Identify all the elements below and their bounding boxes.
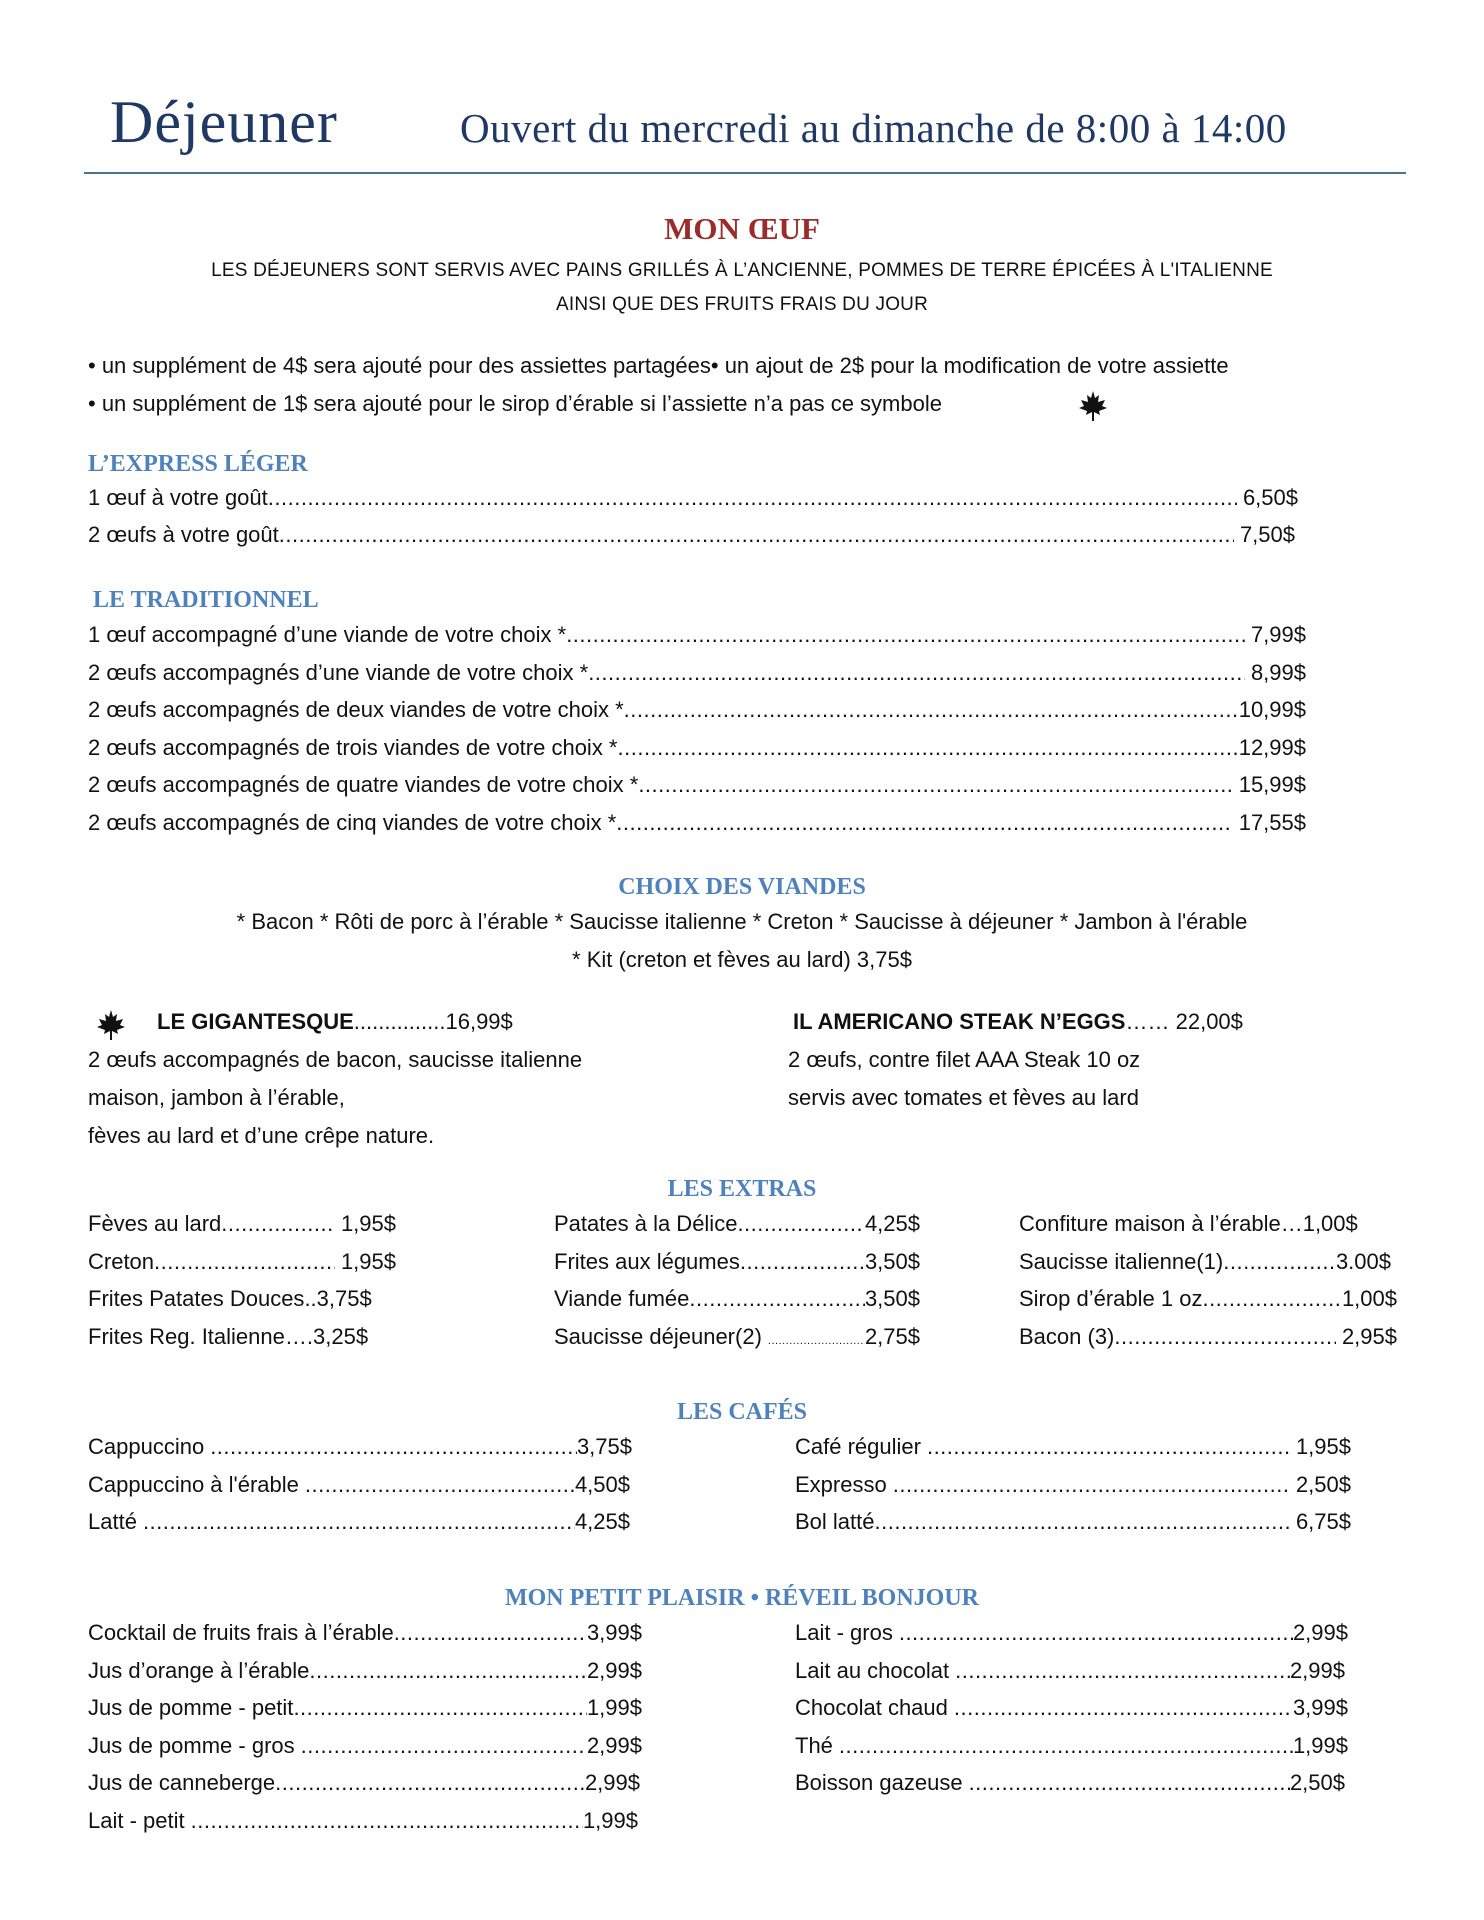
leader-dots — [955, 1660, 1290, 1682]
list-item — [88, 1436, 632, 1474]
leader-dots: .. — [304, 1286, 317, 1311]
special-name: LE GIGANTESQUE — [157, 1009, 354, 1034]
leader-dots — [954, 1697, 1293, 1719]
list-item — [554, 1248, 920, 1289]
leader-dots — [154, 1251, 335, 1273]
section-title-extras: LES EXTRAS — [667, 1176, 817, 1202]
section-title-mon-oeuf: MON ŒUF — [664, 211, 820, 246]
item-label: 1 œuf à votre goût — [88, 485, 268, 510]
extras-column-1 — [88, 1213, 396, 1363]
leader-dots: …. — [284, 1323, 313, 1349]
item-label: 2 œufs accompagnés de trois viandes de votre choix * — [88, 734, 618, 760]
item-label: Patates à la Délice — [554, 1211, 738, 1236]
section-title-express: L’EXPRESS LÉGER — [88, 451, 308, 477]
item-label: Cocktail de fruits frais à l’érable — [88, 1620, 394, 1645]
leader-dots — [762, 1336, 865, 1347]
item-label: Chocolat chaud — [795, 1695, 948, 1720]
list-item — [795, 1471, 1351, 1512]
list-item — [88, 699, 1306, 737]
item-price: 17,55$ — [1238, 809, 1306, 835]
item-label: Jus de canneberge — [88, 1770, 276, 1795]
item-price: 6,50$ — [1242, 485, 1298, 510]
item-price: 8,99$ — [1250, 659, 1306, 685]
list-item — [88, 734, 1306, 775]
item-price: 1,99$ — [582, 1807, 638, 1833]
list-item — [88, 1622, 642, 1660]
item-label: Fèves au lard — [88, 1211, 222, 1236]
section-title-plaisir: MON PETIT PLAISIR • RÉVEIL BONJOUR — [504, 1585, 980, 1611]
item-price: 2,99$ — [1292, 1620, 1348, 1645]
list-item — [1019, 1248, 1391, 1289]
list-item — [88, 774, 1306, 812]
item-label: Jus d’orange à l’érable — [88, 1657, 310, 1683]
list-item — [88, 1213, 396, 1251]
item-price: 3,50$ — [864, 1286, 920, 1311]
item-label: Cappuccino à l'érable — [88, 1471, 299, 1497]
leader-dots — [279, 524, 1234, 546]
item-price: 10,99$ — [1238, 697, 1306, 722]
list-item — [88, 1807, 638, 1848]
item-label: 2 œufs accompagnés de deux viandes de votre choix * — [88, 697, 624, 722]
header-divider — [84, 172, 1406, 174]
item-label: Bacon (3) — [1019, 1323, 1115, 1349]
list-item — [1019, 1213, 1389, 1251]
item-label: Lait - gros — [795, 1620, 893, 1645]
maple-leaf-icon — [96, 1009, 126, 1041]
leader-dots: … — [1280, 1211, 1303, 1236]
leader-dots — [899, 1622, 1293, 1644]
cafes-left-list — [88, 1436, 632, 1549]
item-label: Viande fumée — [554, 1286, 690, 1311]
leader-dots — [566, 624, 1245, 646]
list-item — [88, 1288, 396, 1326]
list-item — [795, 1436, 1351, 1474]
plaisir-left-list — [88, 1622, 642, 1847]
leader-dots — [737, 1213, 865, 1235]
item-label: Lait - petit — [88, 1807, 185, 1833]
list-item — [795, 1511, 1351, 1549]
list-item — [88, 659, 1306, 700]
item-label: Sirop d’érable 1 oz — [1019, 1286, 1203, 1311]
plaisir-right-list — [795, 1622, 1348, 1810]
list-item — [795, 1657, 1345, 1698]
item-label: Jus de pomme - gros — [88, 1732, 295, 1758]
leader-dots — [689, 1288, 865, 1310]
list-item — [88, 1732, 642, 1773]
leader-dots — [293, 1697, 587, 1719]
opening-hours: Ouvert du mercredi au dimanche de 8:00 à 14:00 — [460, 105, 1287, 151]
item-price: 6,75$ — [1295, 1509, 1351, 1534]
list-item — [88, 1772, 640, 1810]
list-item — [88, 487, 1298, 524]
item-label: Saucisse déjeuner(2) — [554, 1323, 762, 1349]
leader-dots — [394, 1622, 587, 1644]
leader-dots — [221, 1213, 335, 1235]
list-item — [88, 809, 1306, 850]
item-label: Café régulier — [795, 1434, 921, 1459]
leader-dots — [143, 1511, 575, 1533]
leader-dots — [638, 774, 1232, 796]
leader-dots — [616, 812, 1232, 834]
note-shared-plate: • un supplément de 4$ sera ajouté pour des assiettes partagées• un ajout de 2$ pour la modification de votre assiette — [88, 353, 1229, 378]
maple-leaf-icon — [1078, 390, 1108, 422]
list-item — [88, 1697, 642, 1735]
leader-dots — [618, 737, 1239, 759]
item-price: 4,50$ — [574, 1471, 630, 1497]
item-price: 2,75$ — [864, 1323, 920, 1349]
list-item — [88, 1323, 396, 1364]
item-label: Frites Reg. Italienne — [88, 1323, 285, 1349]
list-item — [554, 1323, 920, 1364]
item-label: 1 œuf accompagné d’une viande de votre choix * — [88, 622, 567, 647]
list-item — [795, 1772, 1345, 1810]
note-maple-syrup: • un supplément de 1$ sera ajouté pour le sirop d’érable si l’assiette n’a pas ce symbole — [88, 391, 942, 416]
list-item — [88, 1657, 642, 1698]
extras-column-3 — [1019, 1213, 1397, 1363]
leader-dots — [309, 1660, 587, 1682]
item-label: Boisson gazeuse — [795, 1770, 963, 1795]
item-price: 7,99$ — [1250, 622, 1306, 647]
item-label: 2 œufs à votre goût — [88, 522, 279, 547]
meat-kit: * Kit (creton et fèves au lard) 3,75$ — [572, 947, 912, 972]
item-price: 2,50$ — [1289, 1770, 1345, 1795]
item-label: Lait au chocolat — [795, 1657, 950, 1683]
list-item — [554, 1288, 920, 1326]
special-americano-desc: 2 œufs, contre filet AAA Steak 10 oz — [788, 1047, 1141, 1072]
item-label: Jus de pomme - petit — [88, 1695, 294, 1720]
section-title-viandes: CHOIX DES VIANDES — [618, 874, 866, 900]
leader-dots — [1202, 1288, 1341, 1310]
item-label: Thé — [795, 1732, 833, 1758]
item-price: 2,99$ — [584, 1770, 640, 1795]
item-price: 3,50$ — [864, 1248, 920, 1274]
express-list — [88, 487, 1298, 561]
list-item — [795, 1732, 1348, 1773]
list-item — [88, 624, 1306, 662]
item-price: 1,99$ — [1292, 1732, 1348, 1758]
leader-dots: …… — [1125, 1009, 1170, 1034]
special-americano-title — [793, 1011, 1243, 1033]
page-title: Déjeuner — [110, 89, 338, 155]
item-label: Confiture maison à l’érable — [1019, 1211, 1281, 1236]
leader-dots — [893, 1474, 1290, 1496]
item-price: 2,99$ — [1289, 1657, 1345, 1683]
item-price: 3,25$ — [313, 1323, 369, 1349]
item-label: 2 œufs accompagnés d’une viande de votre choix * — [88, 659, 589, 685]
list-item — [795, 1622, 1348, 1660]
leader-dots — [305, 1474, 575, 1496]
item-price: 3,99$ — [586, 1620, 642, 1645]
item-price: 1,00$ — [1302, 1211, 1358, 1236]
item-price: 15,99$ — [1238, 772, 1306, 797]
item-price: 1,95$ — [340, 1248, 396, 1274]
traditionnel-list — [88, 624, 1306, 849]
leader-dots — [191, 1810, 583, 1832]
list-item — [88, 524, 1295, 561]
list-item — [88, 1248, 396, 1289]
leader-dots — [301, 1735, 587, 1757]
item-price: 3,75$ — [576, 1434, 632, 1459]
item-label: Bol latté — [795, 1509, 875, 1534]
leader-dots — [624, 699, 1239, 721]
item-label: Creton — [88, 1248, 155, 1274]
item-price: 3.00$ — [1335, 1248, 1391, 1274]
extras-column-2 — [554, 1213, 920, 1363]
special-gigantesque-desc: fèves au lard et d’une crêpe nature. — [88, 1123, 435, 1148]
special-price: 16,99$ — [445, 1009, 513, 1034]
list-item — [1019, 1288, 1397, 1326]
special-name: IL AMERICANO STEAK N’EGGS — [793, 1009, 1126, 1034]
leader-dots — [1114, 1326, 1336, 1348]
item-price: 12,99$ — [1238, 734, 1306, 760]
list-item — [88, 1511, 630, 1549]
item-price: 3,75$ — [316, 1286, 372, 1311]
item-label: Saucisse italienne(1) — [1019, 1248, 1224, 1274]
item-label: Latté — [88, 1509, 137, 1534]
leader-dots — [875, 1511, 1290, 1533]
leader-dots — [275, 1772, 585, 1794]
intro-subtitle-line1: LES DÉJEUNERS SONT SERVIS AVEC PAINS GRILLÉS À L’ANCIENNE, POMMES DE TERRE ÉPICÉES À L'ITALIENNE — [211, 260, 1273, 281]
item-price: 1,99$ — [586, 1695, 642, 1720]
intro-subtitle-line2: AINSI QUE DES FRUITS FRAIS DU JOUR — [555, 294, 929, 315]
item-label: Cappuccino — [88, 1434, 205, 1459]
leader-dots — [588, 662, 1245, 684]
meat-choices: * Bacon * Rôti de porc à l’érable * Saucisse italienne * Creton * Saucisse à déjeuner * Jambon à l'érable — [236, 909, 1248, 934]
special-price: 22,00$ — [1175, 1009, 1243, 1034]
leader-dots — [740, 1251, 865, 1273]
section-title-cafes: LES CAFÉS — [676, 1399, 808, 1425]
item-price: 7,50$ — [1239, 522, 1295, 547]
list-item — [795, 1697, 1348, 1735]
item-price: 2,50$ — [1295, 1471, 1351, 1497]
leader-dots — [1223, 1251, 1336, 1273]
item-price: 2,99$ — [586, 1657, 642, 1683]
item-price: 4,25$ — [574, 1509, 630, 1534]
leader-dots — [268, 487, 1237, 509]
leader-dots — [210, 1436, 577, 1458]
special-gigantesque-desc: maison, jambon à l’érable, — [88, 1085, 345, 1110]
list-item — [1019, 1323, 1397, 1364]
section-title-traditionnel: LE TRADITIONNEL — [93, 587, 319, 613]
item-label: Expresso — [795, 1471, 887, 1497]
item-price: 1,95$ — [340, 1211, 396, 1236]
item-price: 2,99$ — [586, 1732, 642, 1758]
special-gigantesque-desc: 2 œufs accompagnés de bacon, saucisse italienne — [88, 1047, 583, 1072]
special-gigantesque-title — [157, 1011, 513, 1033]
leader-dots — [969, 1772, 1290, 1794]
item-price: 1,00$ — [1341, 1286, 1397, 1311]
leader-dots — [839, 1735, 1293, 1757]
item-label: 2 œufs accompagnés de cinq viandes de votre choix * — [88, 809, 617, 835]
item-label: 2 œufs accompagnés de quatre viandes de votre choix * — [88, 772, 639, 797]
item-label: Frites Patates Douces — [88, 1286, 305, 1311]
item-price: 3,99$ — [1292, 1695, 1348, 1720]
item-price: 4,25$ — [864, 1211, 920, 1236]
special-americano-desc: servis avec tomates et fèves au lard — [788, 1085, 1139, 1110]
cafes-right-list — [795, 1436, 1351, 1549]
item-price: 1,95$ — [1295, 1434, 1351, 1459]
item-label: Frites aux légumes — [554, 1248, 740, 1274]
item-price: 2,95$ — [1341, 1323, 1397, 1349]
leader-dots: ............... — [353, 1009, 446, 1034]
list-item — [88, 1471, 630, 1512]
list-item — [554, 1213, 920, 1251]
leader-dots — [927, 1436, 1290, 1458]
